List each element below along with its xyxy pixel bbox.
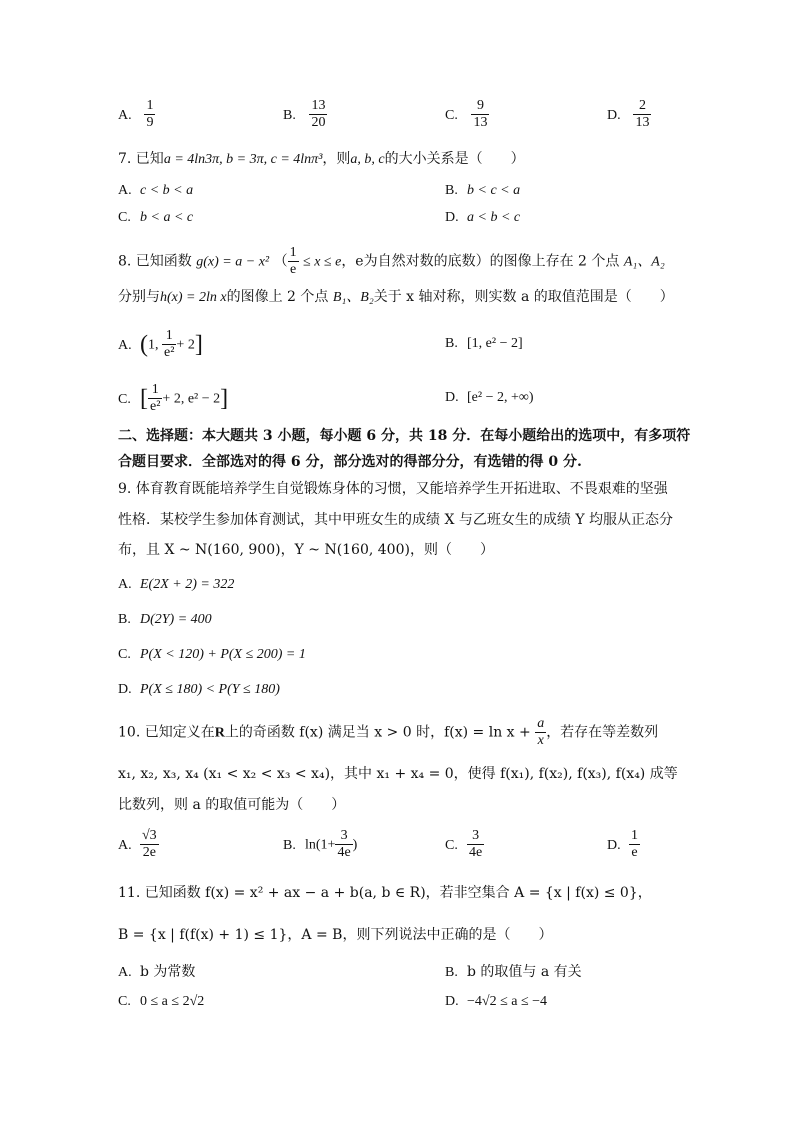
q10-option-d: D. $\frac{1}{e}$: [607, 828, 638, 860]
section-two-heading-cont: 合题目要求．全部选对的得 6 分，部分选对的得部分分，有选错的得 0 分.: [118, 454, 582, 470]
q7-option-a: A. c < b < a: [118, 183, 194, 198]
fraction: $\frac{1}{\text{e²}}$: [150, 382, 161, 414]
q9-option-c: C. P(X < 120) + P(X ≤ 200) = 1: [118, 647, 306, 662]
q8-option-a: A. (1, $\frac{1}{\text{e²}}$ + 2]: [118, 328, 203, 360]
q8-option-c: C. [ $\frac{1}{\text{e²}}$ + 2, e² − 2]: [118, 382, 229, 414]
q6-option-d: [607, 98, 651, 131]
q8-option-b: B. [1, e² − 2]: [445, 336, 523, 351]
q8-stem-line2: 分别与h(x) = 2ln x的图像上 2 个点 B₁、B₂关于 x 轴对称，则实数 a 的取值范围是（ ）: [118, 289, 674, 305]
q9-stem-line2: 性格．某校学生参加体育测试，其中甲班女生的成绩 X 与乙班女生的成绩 Y 均服从正态分: [118, 512, 674, 528]
q7-stem: 7. 已知a = 4ln3π, b = 3π, c = 4lnπ³，则a, b, c的大小关系是（ ）: [118, 151, 525, 167]
q11-option-b: B. b 的取值与 a 有关: [445, 964, 582, 980]
fraction: $\frac{1}{9}$: [146, 98, 154, 130]
q8-stem-line1: 8. 已知函数 g(x) = a − x² （ $\frac{1}{e}$ ≤ x ≤ e，e为自然对数的底数）的图像上存在 2 个点 A₁、A₂: [118, 245, 665, 277]
q9-stem-line1: 9. 体育教育既能培养学生自觉锻炼身体的习惯，又能培养学生开拓进取、不畏艰难的坚强: [118, 481, 668, 497]
q11-option-a: A. b 为常数: [118, 964, 196, 980]
q10-option-a: A. $\frac{√3}{2e}$: [118, 828, 157, 860]
q10-stem-line3: 比数列，则 a 的取值可能为（ ）: [118, 797, 346, 813]
q6-option-c: [445, 98, 489, 131]
q10-stem-line1: 10. 已知定义在R上的奇函数 f(x) 满足当 x > 0 时，f(x) = ln x + $\frac{a}{x}$ ，若存在等差数列: [118, 716, 659, 748]
fraction: $\frac{1}{e}$: [289, 245, 297, 277]
option-label: C.: [445, 107, 458, 123]
q11-option-d: D. −4√2 ≤ a ≤ −4: [445, 994, 548, 1009]
q11-stem-line2: B = {x | f(f(x) + 1) ≤ 1}，A = B，则下列说法中正确的是（ ）: [118, 927, 553, 943]
q10-stem-line2: x₁, x₂, x₃, x₄ (x₁ < x₂ < x₃ < x₄)，其中 x₁ + x₄ = 0，使得 f(x₁), f(x₂), f(x₃), f(x₄) 成等: [118, 766, 678, 782]
q6-option-b: [283, 98, 327, 131]
fraction: $\frac{1}{\text{e²}}$: [164, 328, 175, 360]
q11-option-c: C. 0 ≤ a ≤ 2√2: [118, 994, 205, 1009]
option-label: B.: [283, 107, 296, 123]
fraction: $\frac{9}{13}$: [473, 98, 488, 130]
fraction: $\frac{a}{x}$: [537, 716, 545, 748]
section-two-heading: 二、选择题：本大题共 3 小题，每小题 6 分，共 18 分．在每小题给出的选项中，有多项符: [118, 428, 691, 444]
fraction: $\frac{3}{4e}$: [337, 828, 351, 860]
q9-option-a: A. E(2X + 2) = 322: [118, 577, 235, 592]
option-label: D.: [607, 107, 621, 123]
q8-option-d: D. [e² − 2, +∞): [445, 390, 534, 405]
q6-option-a: [118, 98, 155, 131]
q7-option-c: C. b < a < c: [118, 210, 194, 225]
option-label: A.: [118, 107, 132, 123]
q9-option-d: D. P(X ≤ 180) < P(Y ≤ 180): [118, 682, 280, 697]
fraction: $\frac{1}{e}$: [631, 828, 638, 860]
fraction: $\frac{2}{13}$: [635, 98, 650, 130]
fraction: $\frac{√3}{2e}$: [142, 828, 157, 860]
q11-stem-line1: 11. 已知函数 f(x) = x² + ax − a + b(a, b ∈ R)，若非空集合 A = {x | f(x) ≤ 0}，: [118, 885, 652, 901]
q10-option-c: C. $\frac{3}{4e}$: [445, 828, 483, 860]
q9-stem-line3: 布，且 X ~ N(160, 900)，Y ~ N(160, 400)，则（ ）: [118, 542, 494, 558]
q7-option-b: B. b < c < a: [445, 183, 521, 198]
fraction: $\frac{3}{4e}$: [469, 828, 483, 860]
q10-option-b: B. ln(1+ $\frac{3}{4e}$ ): [283, 828, 358, 860]
fraction: $\frac{13}{20}$: [311, 98, 326, 130]
q7-option-d: D. a < b < c: [445, 210, 521, 225]
q9-option-b: B. D(2Y) = 400: [118, 612, 212, 627]
